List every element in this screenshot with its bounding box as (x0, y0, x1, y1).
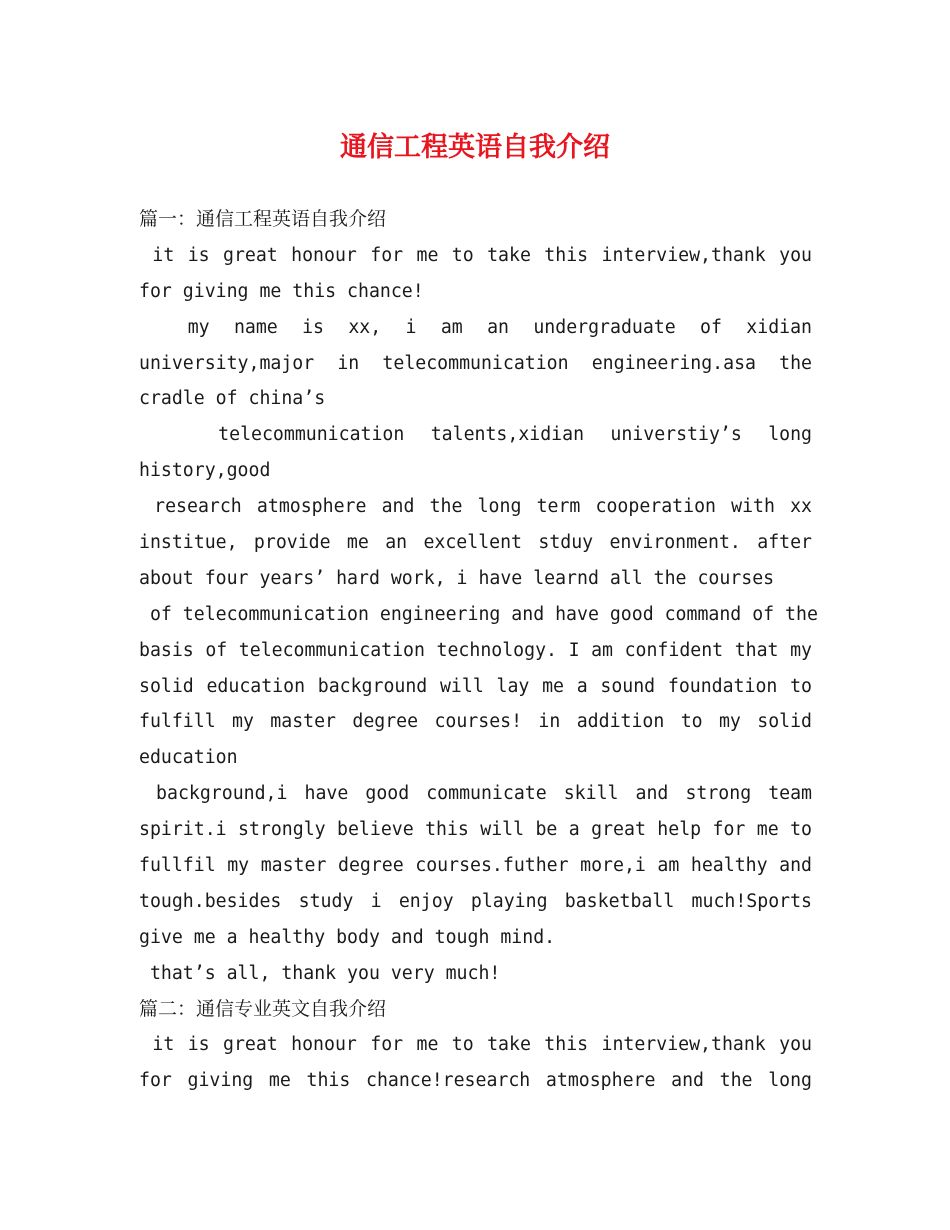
section-heading: 篇一：通信工程英语自我介绍 (139, 208, 387, 230)
paragraph-line: history,good (139, 460, 271, 482)
paragraph-line: it is great honour for me to take this interview,thank you (139, 244, 812, 266)
paragraph-line: university,major in telecommunication engineering.asa the (139, 352, 812, 374)
paragraph-line: it is great honour for me to take this interview,thank you (139, 1034, 812, 1056)
paragraph-line: solid education background will lay me a sound foundation to (139, 675, 812, 697)
paragraph-line: cradle of china’s (139, 388, 326, 410)
paragraph-line: background,i have good communicate skill and strong team (139, 783, 812, 805)
document-body (139, 202, 818, 1099)
paragraph-line: research atmosphere and the long term cooperation with xx (139, 496, 812, 518)
paragraph-line: fullfil my master degree courses.futher more,i am healthy and (139, 855, 812, 877)
paragraph-line: education (139, 747, 238, 769)
paragraph-line: my name is xx, i am an undergraduate of xidian (139, 316, 812, 338)
paragraph-line: for giving me this chance! (139, 280, 424, 302)
document-title: 通信工程英语自我介绍 (340, 132, 610, 163)
paragraph-line: give me a healthy body and tough mind. (139, 926, 556, 948)
paragraph-line: about four years’ hard work, i have learnd all the courses (139, 567, 775, 589)
paragraph-line: for giving me this chance!research atmosphere and the long (139, 1070, 812, 1092)
paragraph-line: tough.besides study i enjoy playing basketball much!Sports (139, 890, 812, 912)
paragraph-line: spirit.i strongly believe this will be a great help for me to (139, 819, 812, 841)
section-heading: 篇二：通信专业英文自我介绍 (139, 997, 387, 1020)
paragraph-line: fulfill my master degree courses! in addition to my solid (139, 711, 812, 733)
paragraph-line: telecommunication talents,xidian universtiy’s long (139, 424, 812, 446)
paragraph-line: basis of telecommunication technology. I am confident that my (139, 639, 812, 661)
paragraph-line: that’s all, thank you very much! (139, 962, 501, 984)
paragraph-line: institue, provide me an excellent stduy environment. after (139, 532, 812, 554)
paragraph-line: of telecommunication engineering and have good command of the (139, 603, 818, 625)
